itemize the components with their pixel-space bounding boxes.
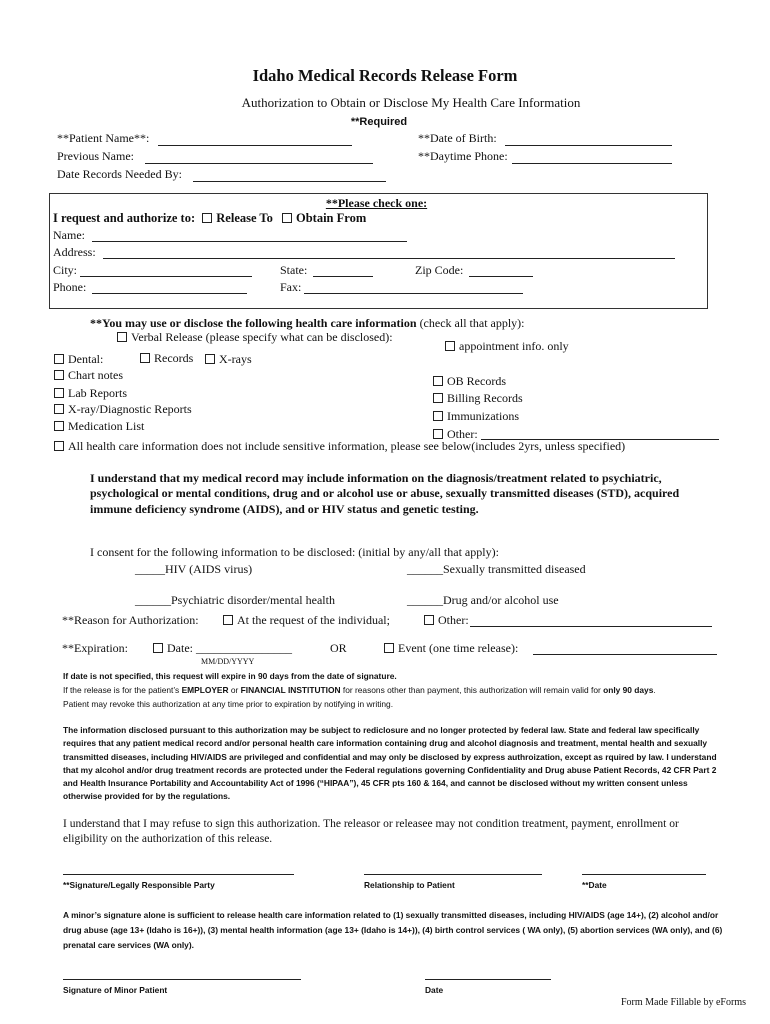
medication-list-label: Medication List [68, 419, 145, 433]
relationship-label: Relationship to Patient [364, 880, 455, 890]
reason-other-option[interactable] [424, 613, 469, 628]
expiration-event-option[interactable] [384, 641, 518, 656]
previous-name-label: Previous Name: [57, 149, 134, 163]
reason-individual-option[interactable] [223, 613, 390, 628]
notice-expire: If date is not specified, this request will expire in 90 days from the date of signature. [63, 671, 397, 681]
xrays-checkbox[interactable] [205, 354, 215, 364]
minor-date-field[interactable] [425, 979, 551, 980]
disclose-heading-bold: **You may use or disclose the following health care information [90, 316, 417, 330]
request-authorize-row [53, 211, 366, 226]
reason-individual-label: At the request of the individual; [237, 613, 390, 627]
signature-label: **Signature/Legally Responsible Party [63, 880, 215, 890]
other-info-checkbox[interactable] [433, 429, 443, 439]
immunizations-label: Immunizations [447, 409, 519, 423]
check-one-label: **Please check one: [325, 196, 428, 210]
release-to-label: Release To [216, 211, 273, 225]
immunizations-checkbox[interactable] [433, 411, 443, 421]
xrays-label: X-rays [219, 352, 252, 366]
reason-label: **Reason for Authorization: [62, 613, 199, 627]
reason-other-checkbox[interactable] [424, 615, 434, 625]
appointment-checkbox[interactable] [445, 341, 455, 351]
all-info-option[interactable] [54, 439, 625, 454]
notice-revoke: Patient may revoke this authorization at any time prior to expiration by notifying in writing. [63, 699, 394, 709]
recipient-phone-label: Phone: [53, 280, 87, 294]
dental-checkbox[interactable] [54, 354, 64, 364]
records-label: Records [154, 351, 194, 365]
daytime-phone-field[interactable] [512, 163, 672, 164]
immunizations-option[interactable] [433, 409, 519, 424]
lab-reports-checkbox[interactable] [54, 388, 64, 398]
appointment-label: appointment info. only [459, 339, 569, 353]
recipient-fax-label: Fax: [280, 280, 302, 294]
notice-employer-f: only 90 days [603, 685, 654, 695]
medication-list-option[interactable] [54, 419, 144, 434]
recipient-address-label: Address: [53, 245, 96, 259]
recipient-city-field[interactable] [80, 276, 252, 277]
ob-records-checkbox[interactable] [433, 376, 443, 386]
notice-employer-e: for reasons other than payment, this authorization will remain valid for [340, 685, 604, 695]
recipient-fax-field[interactable] [304, 293, 523, 294]
xray-reports-option[interactable] [54, 402, 192, 417]
recipient-zip-label: Zip Code: [415, 263, 464, 277]
psych-initial[interactable]: ______Psychiatric disorder/mental health [135, 593, 335, 607]
expiration-label: **Expiration: [62, 641, 128, 655]
chart-notes-checkbox[interactable] [54, 370, 64, 380]
consent-statement: I consent for the following information to be disclosed: (initial by any/all that apply): [90, 545, 499, 559]
expiration-date-option[interactable] [153, 641, 292, 656]
notice-employer-a: If the release is for the patient’s [63, 685, 182, 695]
patient-name-field[interactable] [158, 145, 352, 146]
expiration-event-checkbox[interactable] [384, 643, 394, 653]
records-option[interactable] [140, 351, 193, 366]
billing-records-label: Billing Records [447, 391, 523, 405]
drug-initial[interactable]: ______Drug and/or alcohol use [407, 593, 559, 607]
expiration-date-label: Date: [167, 641, 193, 655]
verbal-release-checkbox[interactable] [117, 332, 127, 342]
expiration-event-label: Event (one time release): [398, 641, 519, 655]
medication-list-checkbox[interactable] [54, 421, 64, 431]
chart-notes-option[interactable] [54, 368, 123, 383]
chart-notes-label: Chart notes [68, 368, 123, 382]
legal-notice: The information disclosed pursuant to this authorization may be subject to rediclosure and no longer protected by federal law. State and federal law specifically requires that any patient medical record and/or personal health care information containing drug and alcohol diagnosis and treatment, mental health and sexually transmitted diseases, including HIV/AIDS are privileged and confidential and may only be disclosed by express authroization, except as rquired by law. I understand that my alcohol and/or drug treatment records are protected under the Federal regulations governing Confidentiality and Drug abuse Patient Records, 42 CFR Part 2 and Health Insurance Portability and Accountability Act of 1996 (“HIPAA”), 45 CFR pts 160 & 164, and cannot be disclosed without my written consent unless otherwise provided for by the regulations. [63, 725, 717, 802]
dob-field[interactable] [505, 145, 672, 146]
other-info-label: Other: [447, 427, 478, 441]
minor-note: A minor’s signature alone is sufficient to release health care information related to (1) sexually transmitted diseases, including HIV/AIDS (age 14+), (2) alcohol and/or drug abuse (age 13+ (Idaho is 16+)), (3) mental health information (age 13+ (Idaho is 14+)), (4) birth control services ( WA only), (5) abortion services (WA only), and (6) prenatal care services (WA only). [63, 910, 723, 951]
reason-other-label: Other: [438, 613, 469, 627]
minor-date-label: Date [425, 985, 444, 995]
sensitive-statement: I understand that my medical record may include information on the diagnosis/treatment related to psychiatric, psychological or mental conditions, drug and or alcohol use or abuse, sexually transmitted diseases (STD), acquired immune deficiency syndrome (AIDS), and or HIV status and genetic testing. [90, 471, 680, 516]
expiration-date-checkbox[interactable] [153, 643, 163, 653]
patient-name-label: **Patient Name**: [57, 131, 150, 145]
dates-needed-label: Date Records Needed By: [57, 167, 182, 181]
lab-reports-label: Lab Reports [68, 386, 127, 400]
expiration-date-field[interactable]: ________________ [196, 641, 292, 655]
relationship-field[interactable] [364, 874, 542, 875]
disclose-heading-rest: (check all that apply): [416, 316, 525, 330]
recipient-address-field[interactable] [103, 258, 675, 259]
release-to-checkbox[interactable] [202, 213, 212, 223]
reason-individual-checkbox[interactable] [223, 615, 233, 625]
form-title: Idaho Medical Records Release Form [252, 66, 518, 85]
signature-date-label: **Date [582, 880, 607, 890]
dental-label: Dental: [68, 352, 104, 366]
expiration-or: OR [330, 641, 347, 655]
recipient-zip-field[interactable] [469, 276, 533, 277]
notice-employer-b: EMPLOYER [181, 685, 229, 695]
date-format-hint: MM/DD/YYYY [201, 657, 255, 666]
notice-employer-g: . [653, 685, 656, 695]
xray-reports-checkbox[interactable] [54, 404, 64, 414]
verbal-release-label: Verbal Release (please specify what can be disclosed): [131, 330, 393, 344]
dates-needed-field[interactable] [193, 181, 386, 182]
dental-option[interactable] [54, 352, 103, 367]
all-info-checkbox[interactable] [54, 441, 64, 451]
ob-records-label: OB Records [447, 374, 506, 388]
minor-signature-label: Signature of Minor Patient [63, 985, 168, 995]
appointment-option[interactable] [445, 339, 569, 354]
billing-records-option[interactable] [433, 391, 523, 406]
xray-reports-label: X-ray/Diagnostic Reports [68, 402, 192, 416]
reason-other-field[interactable] [470, 626, 712, 627]
billing-records-checkbox[interactable] [433, 393, 443, 403]
all-info-label: All health care information does not include sensitive information, please see below(includes 2yrs, unless specified) [68, 439, 626, 453]
previous-name-field[interactable] [145, 163, 373, 164]
required-note: **Required [350, 116, 408, 128]
request-label: I request and authorize to: [53, 211, 196, 225]
signature-date-field[interactable] [582, 874, 706, 875]
verbal-release-option[interactable] [117, 330, 393, 345]
daytime-phone-label: **Daytime Phone: [418, 149, 508, 163]
notice-employer-d: FINANCIAL INSTITUTION [240, 685, 341, 695]
form-subtitle: Authorization to Obtain or Disclose My Health Care Information [241, 95, 581, 110]
minor-signature-field[interactable] [63, 979, 301, 980]
recipient-phone-field[interactable] [92, 293, 247, 294]
footer-eforms: Form Made Fillable by eForms [621, 997, 746, 1008]
disclose-heading [90, 316, 525, 331]
signature-field[interactable] [63, 874, 294, 875]
obtain-from-label: Obtain From [296, 211, 367, 225]
dob-label: **Date of Birth: [418, 131, 497, 145]
std-initial[interactable]: ______Sexually transmitted diseased [407, 562, 586, 576]
records-checkbox[interactable] [140, 353, 150, 363]
lab-reports-option[interactable] [54, 386, 127, 401]
obtain-from-checkbox[interactable] [282, 213, 292, 223]
notice-employer-c: or [228, 685, 241, 695]
recipient-name-field[interactable] [92, 241, 407, 242]
notice-employer [63, 685, 656, 695]
refuse-statement: I understand that I may refuse to sign this authorization. The releasor or releasee may not condition treatment, payment, enrollment or eligibility on the authorization of this release. [63, 818, 679, 845]
recipient-state-field[interactable] [313, 276, 373, 277]
ob-records-option[interactable] [433, 374, 506, 389]
recipient-city-label: City: [53, 263, 78, 277]
recipient-state-label: State: [280, 263, 308, 277]
recipient-name-label: Name: [53, 228, 85, 242]
expiration-event-field[interactable] [533, 654, 717, 655]
xrays-option[interactable] [205, 352, 252, 367]
hiv-initial[interactable]: _____HIV (AIDS virus) [135, 562, 253, 576]
